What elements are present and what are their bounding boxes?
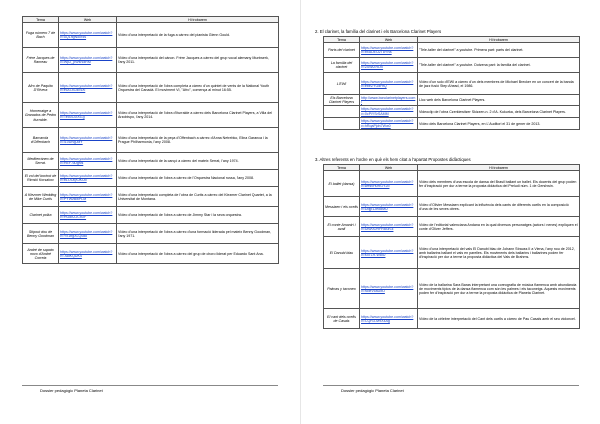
row-link[interactable]: https://www.youtube.com/watch?v=eUu-4Cdc4Xl <box>59 73 117 103</box>
row-tema <box>324 106 360 118</box>
row-tema: Messiaen i els ocells <box>324 197 360 217</box>
row-link[interactable]: https://www.youtube.com/watch?v=CQR3-M9X4Ag <box>360 309 418 329</box>
row-link[interactable]: https://www.youtube.com/watch?v=UlW0ORFRicuh-k <box>360 217 418 237</box>
header-web: Web <box>360 37 418 43</box>
table-row <box>23 170 279 187</box>
row-link[interactable]: https://www.youtube.com/watch?v=wesvH0RGY2o <box>360 171 418 197</box>
row-tema: Clarinet polka <box>23 207 59 224</box>
row-tema: Mediterráneo de Serrat. <box>23 153 59 170</box>
table-row <box>23 153 279 170</box>
table-row <box>324 237 580 269</box>
row-link[interactable]: https://www.youtube.com/watch?v=PYWzBwPLM <box>59 187 117 207</box>
header-web: Web <box>59 17 117 23</box>
header-tema: Tema <box>23 17 59 23</box>
table-row <box>23 73 279 103</box>
row-tema: Frère Jacques de Rameau <box>23 48 59 73</box>
row-description: Vídeo d'una interpretació de l'obra d'Iturralde a càrrec dels Barcelona Clarinet Players, a Villa del Arzobispo, l'any 2014. <box>117 103 279 128</box>
row-link[interactable]: https://www.youtube.com/watch?v=bLOOqXJKUo <box>59 170 117 187</box>
row-tema: André de sapato novo d'André Correia <box>23 244 59 264</box>
row-link[interactable]: https://www.youtube.com/watch?v=-s8lKQUK4 <box>59 244 117 264</box>
row-tema: El cant dels ocells de Casals <box>324 309 360 329</box>
table-row <box>324 106 580 118</box>
row-tema: Barcarola d'Offenbach <box>23 128 59 153</box>
row-link[interactable]: https://www.youtube.com/watch?v=sIlTLR-W8IU <box>360 237 418 269</box>
row-tema: Afro de Paquito D'Rivera <box>23 73 59 103</box>
row-tema: El conte Amanirí i avall <box>324 217 360 237</box>
table-row <box>324 118 580 130</box>
row-description: Vídeo d'una interpretació completa de l'obra de Curtis a càrrec del Klezmer Clarinet Quartet, a la Universitat de Montana. <box>117 187 279 207</box>
header-tema: Tema <box>324 37 360 43</box>
row-tema: Fuga número 7 de Bach <box>23 23 59 48</box>
table-row <box>324 73 580 95</box>
row-link[interactable]: https://www.youtube.com/watch?v=bxADEU2T8YNs <box>360 43 418 58</box>
row-link[interactable]: https://www.youtube.com/watch?v=lL0UNgJlzY <box>59 128 117 153</box>
row-link[interactable]: https://www.youtube.com/watch?v=0cPiYSrSAMM <box>360 106 418 118</box>
row-tema: El Danubi blau <box>324 237 360 269</box>
row-link[interactable]: https://www.youtube.com/watch?v=HEF7aJgNs <box>59 153 117 170</box>
row-description: Vídeo d'una interpretació de l'obra a càrrec de Jimmy Star i la seva orquestra. <box>117 207 279 224</box>
row-description: Vídeo de la cèlebre interpretació del Cant dels ocells a càrrec de Pau Casals amb el seu violoncel. <box>418 309 580 329</box>
row-description: Vídeo d'un solo d'EWI a càrrec d'un dels membres de Michael Brecker en un concert de la banda de jazz fusió Step Ahead, el 1986. <box>418 73 580 95</box>
row-description: Vídeo d'una interpretació de l'obra completa a càrrec d'un quintet de vents de la National Youth Orquestra del Canadà. El moviment VI, "Afro", comença al minut 16:55. <box>117 73 279 103</box>
section3-table <box>323 164 580 329</box>
row-link[interactable]: https://www.youtube.com/watch?v=Ddjp1Jeo8MU <box>360 197 418 217</box>
row-description: Videoclip de l'obra Czerkiewitzer Skizzen-n. 2 d'A. Kukurka, dels Barcelona Clarinet Players. <box>418 106 580 118</box>
left-resources-table <box>22 16 279 264</box>
table-row <box>23 207 279 224</box>
left-footer-line <box>22 385 278 386</box>
table-row <box>324 197 580 217</box>
row-tema: Els Barcelona Clarinet Players <box>324 95 360 106</box>
row-description: Vídeo d'Olivier Messiaen explicant la influència dels cants de diferents ocells en la composició d'una de les seves obres. <box>418 197 580 217</box>
row-description: Vídeo d'una interpretació de l'obra a càrrec de l'Orquestra Nacional russa, l'any 2008. <box>117 170 279 187</box>
row-link[interactable]: https://www.youtube.com/watch?v=NdeVcaUibJ <box>360 269 418 309</box>
row-tema: La família del clarinet <box>324 58 360 73</box>
table-row <box>324 217 580 237</box>
header-hi-trobarem: Hi trobarem <box>117 17 279 23</box>
section3-title: 3. Altres referents en l'ordre en què els hem citat a l'apartat Propostes didàctiques <box>315 157 471 162</box>
row-tema: Homenatge a Granados de Pedro Iturralde. <box>23 103 59 128</box>
row-link[interactable]: http://www.bcnclarinetplayers.com/ <box>360 95 418 106</box>
table-row <box>23 48 279 73</box>
header-hi-trobarem: Hi trobarem <box>418 165 580 171</box>
row-link[interactable]: https://www.youtube.com/watch?v=Teo0C0iX5-g <box>59 103 117 128</box>
row-link[interactable]: https://www.youtube.com/watch?v=Wp2_pWsholRM <box>59 48 117 73</box>
row-description: Lloc web dels Barcelona Clarinet Players. <box>418 95 580 106</box>
row-description: Vídeo de la ballarina Sara Baras interpretant una coreografia de música flamenca amb abundància de moviments típics de la dansa flamenca com són les palmes i els taconeigs. Aquests moviments poden fer d'inspiració per dur a terme la proposta didàctica de Planeta Clarinet. <box>418 269 580 309</box>
row-description: Vídeo dels membres d'una escola de dansa del Brasil ballant un ballet. Els docents del grup poden fer d'inspiració per dur a terme la proposta didàctica del Preludi núm. 1 de Gershwin. <box>418 171 580 197</box>
row-tema: A Klezmer Wedding de Mike Curtis <box>23 187 59 207</box>
row-description: Vídeo d'una interpretació de la peça d'Offenbach a càrrec d'Anna Netrebko, Elina Garanca i la Prague Philharmonia, l'any 2008. <box>117 128 279 153</box>
left-footer: Dossier pedagògic Planeta Clarinet <box>40 388 103 393</box>
row-description: Vídeo d'una interpretació de l'obra a càrrec del grup de choro liderat per Eduardo Sant Ana. <box>117 244 279 264</box>
row-description: Vídeo d'una interpretació de l'obra a càrrec d'una formació liderada pel mateix Benny Goodman, l'any 1971. <box>117 224 279 244</box>
right-page <box>300 0 600 424</box>
row-link[interactable]: https://www.youtube.com/watch?v=uQ1ngNocr4s <box>59 23 117 48</box>
row-link[interactable]: https://www.youtube.com/watch?v=HG8hZJCxuY <box>59 207 117 224</box>
table-row <box>324 95 580 106</box>
row-description: "Tele-taller del clarinet" a youtube. Dotzena part: la família del clarinet. <box>418 58 580 73</box>
table-row <box>324 309 580 329</box>
row-description: "Tele-taller del clarinet" a youtube. Primera part: parts del clarinet. <box>418 43 580 58</box>
right-footer: Dossier pedagògic Planeta Clarinet <box>341 388 404 393</box>
right-footer-line <box>323 385 579 386</box>
row-tema: L'EWI <box>324 73 360 95</box>
row-link[interactable]: https://www.youtube.com/watch?v=Yx1bgXLQ08k <box>59 224 117 244</box>
row-link[interactable]: https://www.youtube.com/watch?v=ebeZYGdHfQ <box>360 73 418 95</box>
table-row <box>23 244 279 264</box>
header-tema: Tema <box>324 165 360 171</box>
table-row <box>324 269 580 309</box>
table-row <box>23 23 279 48</box>
row-tema: El vol del borinot de Rimski Korsakov <box>23 170 59 187</box>
section2-title: 2. El clarinet, la família del clarinet i els Barcelona Clarinet Players <box>315 29 442 34</box>
row-tema: Stipout dou de Benny Goodman <box>23 224 59 244</box>
row-tema <box>324 118 360 130</box>
row-description: Vídeo d'una interpretació del vals El Danubi blau de Johann Strauss II a Viena, l'any nou de 2012, amb ballarins ballant el vals en parelles. Els moviments dels ballarins i ballarines poden fer d'inspiració per dur a terme la proposta didàctica del Vals de Brahms. <box>418 237 580 269</box>
table-row <box>23 128 279 153</box>
table-row <box>23 224 279 244</box>
table-row <box>324 58 580 73</box>
header-web: Web <box>360 165 418 171</box>
table-row <box>23 103 279 128</box>
row-description: Vídeo d'una interpretació de la cançó a càrrec del mateix Serrat, l'any 1974. <box>117 153 279 170</box>
row-description: Vídeo d'una interpretació de la fuga a càrrec del pianista Glenn Gould. <box>117 23 279 48</box>
table-row <box>23 187 279 207</box>
row-tema: El ballet (dansa) <box>324 171 360 197</box>
row-description: Vídeo d'una interpretació del cànon. Frère Jacques a càrrec del grup vocal alemany Muntwerk, l'any 2011. <box>117 48 279 73</box>
table-row <box>324 171 580 197</box>
table-row <box>324 43 580 58</box>
header-hi-trobarem: Hi trobarem <box>418 37 580 43</box>
row-tema: Palmas y taconeo <box>324 269 360 309</box>
row-description: Vídeo dels Barcelona Clarinet Players, en L'Auditori el 31 de gener de 2013. <box>418 118 580 130</box>
row-link[interactable]: https://www.youtube.com/watch?v=hRqaPjdn7Ww0 <box>360 118 418 130</box>
row-link[interactable]: https://www.youtube.com/watch?v=ZuWlZRLrc <box>360 58 418 73</box>
row-description: Vídeo de l'editorial valenciana Andana en la qual diversos personatges (actors i nenes) expliquen el conte d'Oliver Jeffers. <box>418 217 580 237</box>
section2-table <box>323 36 580 130</box>
row-tema: Parts del clarinet <box>324 43 360 58</box>
